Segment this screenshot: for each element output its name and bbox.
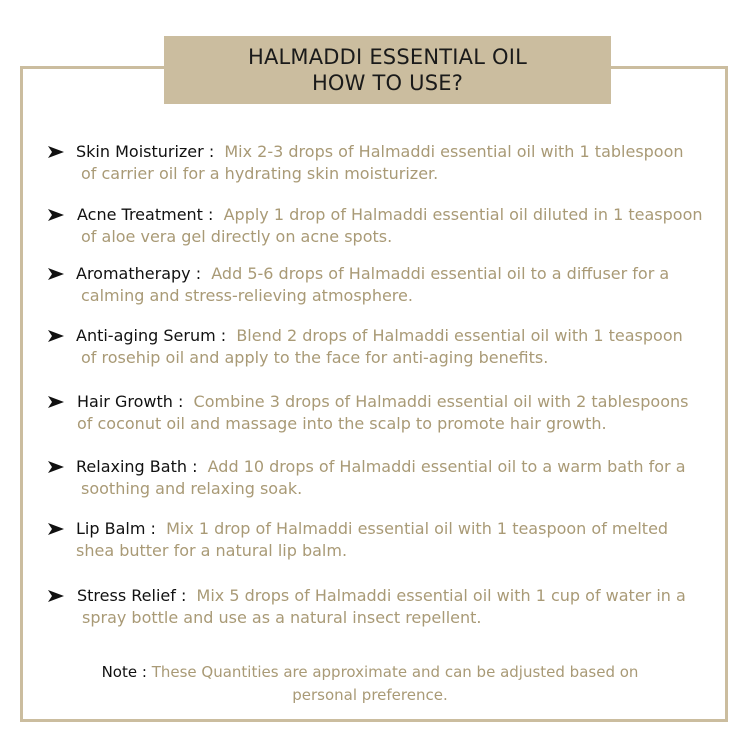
list-item-stress-relief: [48, 585, 728, 629]
list-item-relaxing-bath: [48, 456, 728, 500]
list-item-skin-moisturizer: [48, 141, 728, 185]
item-text-continued: of coconut oil and massage into the scalp to promote hair growth.: [77, 414, 607, 433]
item-text-continued: of aloe vera gel directly on acne spots.: [81, 227, 393, 246]
item-text-continued: of rosehip oil and apply to the face for anti-aging benefits.: [81, 348, 549, 367]
arrow-bullet-icon: [48, 325, 64, 347]
item-label: Acne Treatment :: [77, 205, 214, 224]
list-item-hair-growth: [48, 391, 728, 435]
footnote: [60, 661, 680, 707]
item-label: Anti-aging Serum :: [76, 326, 227, 345]
note-label: Note :: [101, 663, 147, 681]
arrow-bullet-icon: [48, 204, 64, 226]
item-label: Relaxing Bath :: [76, 457, 198, 476]
item-text: Add 10 drops of Halmaddi essential oil to a warm bath for a: [207, 457, 686, 476]
list-item-anti-aging-serum: [48, 325, 728, 369]
arrow-bullet-icon: [48, 585, 64, 607]
arrow-bullet-icon: [48, 263, 64, 285]
item-text-continued: of carrier oil for a hydrating skin moisturizer.: [81, 164, 439, 183]
item-label: Skin Moisturizer :: [76, 142, 215, 161]
list-item-aromatherapy: [48, 263, 728, 307]
note-text: These Quantities are approximate and can be adjusted based on: [151, 663, 639, 681]
arrow-bullet-icon: [48, 456, 64, 478]
item-text: Add 5-6 drops of Halmaddi essential oil to a diffuser for a: [211, 264, 670, 283]
item-text: Mix 1 drop of Halmaddi essential oil with 1 teaspoon of melted: [166, 519, 669, 538]
item-label: Hair Growth :: [77, 392, 184, 411]
item-label: Lip Balm :: [76, 519, 156, 538]
note-text-continued: personal preference.: [292, 686, 448, 704]
item-text: Combine 3 drops of Halmaddi essential oil with 2 tablespoons: [193, 392, 689, 411]
list-item-acne-treatment: [48, 204, 728, 248]
arrow-bullet-icon: [48, 391, 64, 413]
title-line-2: HOW TO USE?: [311, 71, 464, 95]
item-text: Mix 5 drops of Halmaddi essential oil with 1 cup of water in a: [196, 586, 686, 605]
item-text-continued: soothing and relaxing soak.: [81, 479, 303, 498]
item-text-continued: spray bottle and use as a natural insect repellent.: [82, 608, 482, 627]
item-text: Blend 2 drops of Halmaddi essential oil with 1 teaspoon: [236, 326, 683, 345]
item-label: Aromatherapy :: [76, 264, 202, 283]
arrow-bullet-icon: [48, 141, 64, 163]
item-text: Apply 1 drop of Halmaddi essential oil diluted in 1 teaspoon: [223, 205, 703, 224]
item-label: Stress Relief :: [77, 586, 187, 605]
list-item-lip-balm: [48, 518, 728, 562]
item-text-continued: calming and stress-relieving atmosphere.: [81, 286, 413, 305]
item-text-continued: shea butter for a natural lip balm.: [76, 541, 348, 560]
arrow-bullet-icon: [48, 518, 64, 540]
title-banner: [164, 36, 611, 104]
item-text: Mix 2-3 drops of Halmaddi essential oil with 1 tablespoon: [224, 142, 684, 161]
title-line-1: HALMADDI ESSENTIAL OIL: [247, 45, 528, 69]
